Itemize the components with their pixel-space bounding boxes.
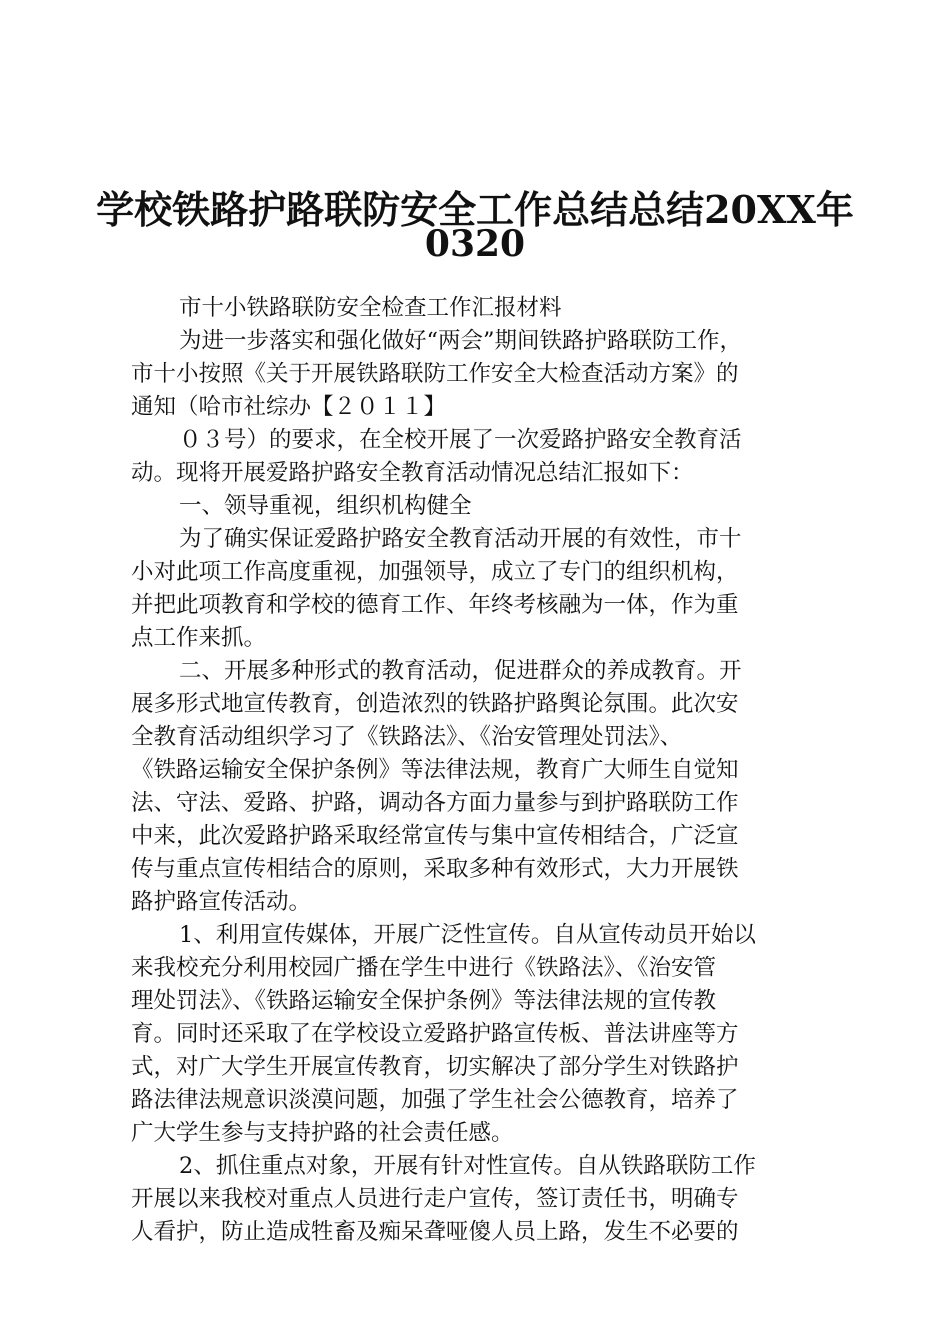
paragraph-line: 式，对广大学生开展宣传教育，切实解决了部分学生对铁路护 bbox=[131, 1054, 739, 1080]
section-heading: 一、领导重视，组织机构健全 bbox=[179, 493, 472, 519]
paragraph-line: 路护路宣传活动。 bbox=[131, 889, 312, 915]
subtitle-line: 市十小铁路联防安全检查工作汇报材料 bbox=[179, 295, 562, 321]
paragraph-line: 中来，此次爱路护路采取经常宣传与集中宣传相结合，广泛宣 bbox=[131, 823, 739, 849]
paragraph-line: 来我校充分利用校园广播在学生中进行《铁路法》、《治安管 bbox=[131, 955, 717, 981]
paragraph-line: 并把此项教育和学校的德育工作、年终考核融为一体，作为重 bbox=[131, 592, 739, 618]
document-title-line-1: 学校铁路护路联防安全工作总结总结20XX年 bbox=[96, 187, 854, 232]
paragraph-line: 路法律法规意识淡漠问题，加强了学生社会公德教育，培养了 bbox=[131, 1087, 739, 1113]
paragraph-line: 展多形式地宣传教育，创造浓烈的铁路护路舆论氛围。此次安 bbox=[131, 691, 739, 717]
paragraph-line: 1、利用宣传媒体，开展广泛性宣传。自从宣传动员开始以 bbox=[179, 922, 756, 948]
paragraph-line: 2、抓住重点对象，开展有针对性宣传。自从铁路联防工作 bbox=[179, 1153, 756, 1179]
paragraph-line: 二、开展多种形式的教育活动，促进群众的养成教育。开 bbox=[179, 658, 742, 684]
paragraph-line: 开展以来我校对重点人员进行走户宣传，签订责任书，明确专 bbox=[131, 1186, 739, 1212]
paragraph-line: ０３号）的要求，在全校开展了一次爱路护路安全教育活 bbox=[179, 427, 742, 453]
paragraph-line: 传与重点宣传相结合的原则，采取多种有效形式，大力开展铁 bbox=[131, 856, 739, 882]
paragraph-line: 市十小按照《关于开展铁路联防工作安全大检查活动方案》的 bbox=[131, 361, 739, 387]
paragraph-line: 人看护，防止造成牲畜及痴呆聋哑傻人员上路，发生不必要的 bbox=[131, 1219, 739, 1245]
paragraph-line: 动。现将开展爱路护路安全教育活动情况总结汇报如下： bbox=[131, 460, 694, 486]
paragraph-line: 为进一步落实和强化做好“两会”期间铁路护路联防工作， bbox=[179, 328, 743, 354]
paragraph-line: 广大学生参与支持护路的社会责任感。 bbox=[131, 1120, 514, 1146]
paragraph-line: 理处罚法》、《铁路运输安全保护条例》等法律法规的宣传教 bbox=[131, 988, 717, 1014]
document-body bbox=[131, 292, 831, 1249]
document-title-line-2: 0320 bbox=[424, 223, 526, 265]
paragraph-line: 通知（哈市社综办【２０１１】 bbox=[131, 394, 447, 420]
paragraph-line: 育。同时还采取了在学校设立爱路护路宣传板、普法讲座等方 bbox=[131, 1021, 739, 1047]
paragraph-line: 点工作来抓。 bbox=[131, 625, 267, 651]
paragraph-line: 为了确实保证爱路护路安全教育活动开展的有效性，市十 bbox=[179, 526, 742, 552]
paragraph-line: 法、守法、爱路、护路，调动各方面力量参与到护路联防工作 bbox=[131, 790, 739, 816]
paragraph-line: 全教育活动组织学习了《铁路法》、《治安管理处罚法》、 bbox=[131, 724, 683, 750]
paragraph-line: 《铁路运输安全保护条例》等法律法规，教育广大师生自觉知 bbox=[131, 757, 739, 783]
paragraph-line: 小对此项工作高度重视，加强领导，成立了专门的组织机构， bbox=[131, 559, 739, 585]
